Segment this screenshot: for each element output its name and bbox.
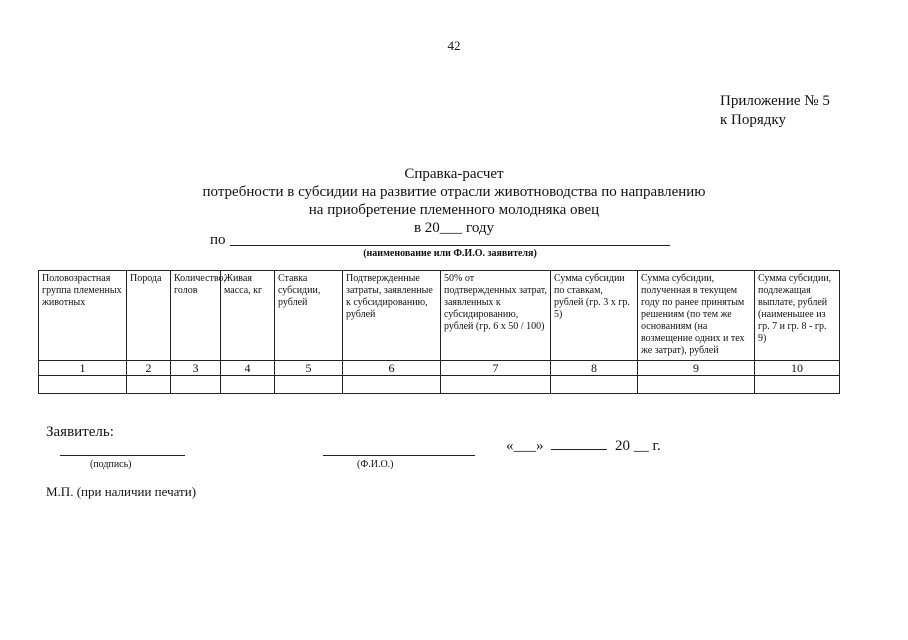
header-cell: Половозрастная группа племенных животных: [39, 271, 127, 361]
table-cell[interactable]: [221, 376, 275, 394]
table-cell[interactable]: [551, 376, 638, 394]
column-number: 9: [638, 361, 755, 376]
column-number: 2: [127, 361, 171, 376]
date-month-line: [551, 449, 607, 450]
applicant-name-line: [230, 245, 670, 246]
applicant-name-caption: (наименование или Ф.И.О. заявителя): [363, 248, 537, 259]
appendix-line-2: к Порядку: [720, 112, 786, 128]
page-number: 42: [447, 38, 461, 53]
table-cell[interactable]: [275, 376, 343, 394]
header-cell: Подтвержденные затраты, заявленные к субсидированию, рублей: [343, 271, 441, 361]
title-line-2: потребности в субсидии на развитие отрасли животноводства по направлению: [202, 184, 706, 200]
column-number: 6: [343, 361, 441, 376]
column-number: 8: [551, 361, 638, 376]
table-header-row: [39, 271, 840, 361]
header-cell: Сумма субсидии, подлежащая выплате, рублей (наименьшее из гр. 7 и гр. 8 - гр. 9): [755, 271, 840, 361]
column-number: 3: [171, 361, 221, 376]
date-day: «___»: [506, 438, 544, 454]
column-number: 1: [39, 361, 127, 376]
column-number: 5: [275, 361, 343, 376]
table-cell[interactable]: [171, 376, 221, 394]
table-cell[interactable]: [755, 376, 840, 394]
header-cell: Ставка субсидии, рублей: [275, 271, 343, 361]
table-cell[interactable]: [638, 376, 755, 394]
header-cell: 50% от подтвержденных затрат, заявленных к субсидированию, рублей (гр. 6 х 50 / 100): [441, 271, 551, 361]
header-cell: Количество, голов: [171, 271, 221, 361]
applicant-label: Заявитель:: [46, 424, 114, 440]
date-year: 20 __ г.: [615, 438, 661, 454]
full-name-line: [323, 455, 475, 456]
document-title: [0, 165, 908, 237]
header-cell: Сумма субсидии по ставкам, рублей (гр. 3 х гр. 5): [551, 271, 638, 361]
signature-line: [60, 455, 185, 456]
table-cell[interactable]: [39, 376, 127, 394]
column-number: 7: [441, 361, 551, 376]
stamp-note: М.П. (при наличии печати): [46, 484, 197, 499]
table-cell[interactable]: [343, 376, 441, 394]
applicant-prefix: по: [210, 232, 226, 248]
table-empty-row: [39, 376, 840, 394]
header-cell: Живая масса, кг: [221, 271, 275, 361]
appendix-note: [720, 92, 830, 130]
column-number: 10: [755, 361, 840, 376]
table-cell[interactable]: [441, 376, 551, 394]
header-cell: Порода: [127, 271, 171, 361]
calculation-table: [38, 270, 840, 394]
column-number-row: [39, 361, 840, 376]
signature-caption: (подпись): [90, 459, 132, 470]
column-number: 4: [221, 361, 275, 376]
header-cell: Сумма субсидии, полученная в текущем году по ранее принятым решениям (по тем же основаниям (на возмещение одних и тех же затрат), рублей: [638, 271, 755, 361]
full-name-caption: (Ф.И.О.): [357, 459, 394, 470]
date-field: [506, 438, 661, 455]
table-cell[interactable]: [127, 376, 171, 394]
title-line-1: Справка-расчет: [404, 166, 504, 182]
appendix-line-1: Приложение № 5: [720, 93, 830, 109]
title-line-3: на приобретение племенного молодняка овец: [308, 202, 600, 218]
title-line-4: в 20___ году: [413, 220, 495, 236]
